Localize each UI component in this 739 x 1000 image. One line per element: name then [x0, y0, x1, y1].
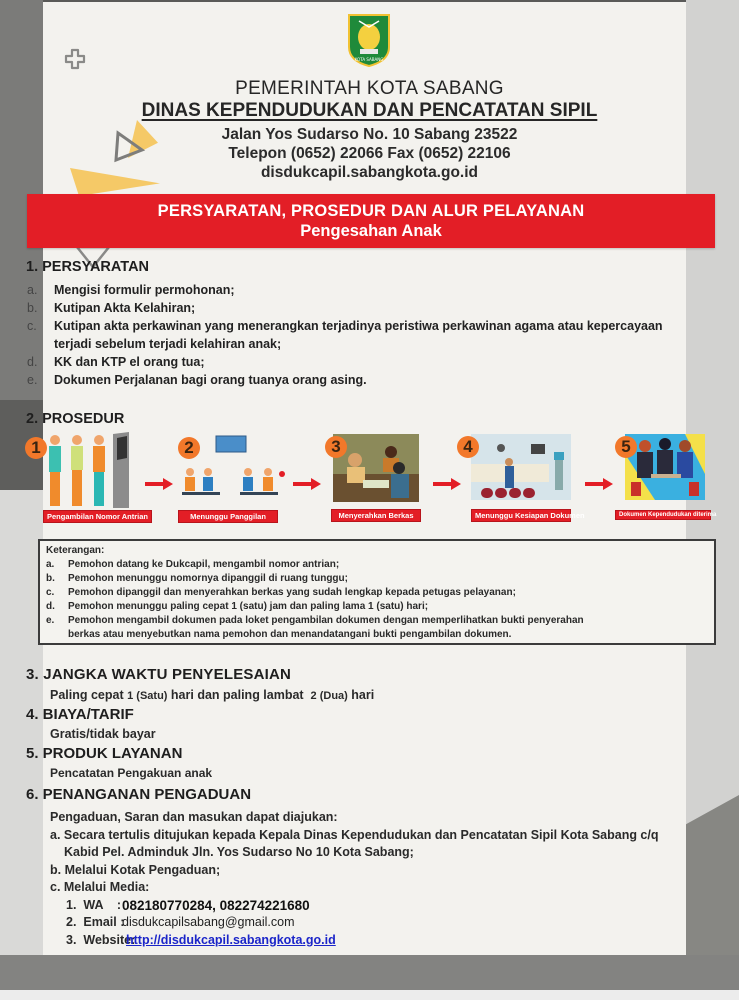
- step-label: Pengambilan Nomor Antrian: [43, 510, 152, 523]
- org-contact: [0, 125, 739, 182]
- plus-decoration-icon: [64, 48, 86, 70]
- step-label: Menunggu Kesiapan Dokumen: [471, 509, 571, 522]
- list-text: Kutipan Akta Kelahiran;: [54, 301, 196, 315]
- arrow-right-icon: [433, 478, 461, 490]
- list-marker: c.: [27, 319, 37, 333]
- step-number-badge: 2: [178, 437, 200, 459]
- media-email: [50, 914, 730, 932]
- step-label: Dokumen Kependudukan diterima: [615, 510, 711, 520]
- list-text: Pemohon datang ke Dukcapil, mengambil nomor antrian;: [68, 559, 340, 570]
- list-text: Kutipan akta perkawinan yang menerangkan terjadinya peristiwa perkawinan agama atau kepercayaan: [54, 319, 663, 333]
- max-duration: 2 (Dua): [310, 690, 348, 702]
- pengaduan-item-c: c. Melalui Media:: [50, 880, 150, 894]
- section-title-pengaduan: 6. PENANGANAN PENGADUAN: [26, 786, 252, 803]
- list-marker: b.: [46, 573, 55, 584]
- step-number-badge: 4: [457, 436, 479, 458]
- step-label: Menunggu Panggilan: [178, 510, 278, 523]
- receive-documents-illustration-icon: [625, 434, 705, 505]
- service-counter-illustration-icon: [471, 434, 571, 505]
- jangka-waktu-text: [50, 688, 374, 702]
- text-fragment: Paling cepat: [50, 688, 128, 702]
- list-text: berkas atau menyebutkan nama pemohon dan menandatangani bukti pengambilan dokumen.: [68, 629, 512, 640]
- list-marker: a.: [27, 283, 38, 297]
- list-item: [27, 317, 727, 335]
- step-number-badge: 5: [615, 436, 637, 458]
- text-fragment: hari: [347, 688, 375, 702]
- pengaduan-intro: Pengaduan, Saran dan masukan dapat diajukan:: [50, 810, 338, 824]
- arrow-right-icon: [585, 478, 613, 490]
- keterangan-title: Keterangan:: [46, 545, 105, 556]
- list-item: [46, 558, 708, 572]
- title-banner: [27, 194, 715, 248]
- list-item-continuation: [46, 628, 708, 642]
- org-name-line2: DINAS KEPENDUDUKAN DAN PENCATATAN SIPIL: [141, 100, 598, 121]
- arrow-right-icon: [145, 478, 173, 490]
- list-item: [27, 299, 727, 317]
- list-marker: d.: [46, 601, 55, 612]
- list-text: terjadi sebelum terjadi kelahiran anak;: [54, 337, 282, 351]
- step-number-badge: 1: [25, 437, 47, 459]
- list-marker: [27, 335, 54, 353]
- list-item-continuation: [27, 335, 727, 353]
- org-phone: Telepon (0652) 22066 Fax (0652) 22106: [228, 145, 511, 162]
- wa-numbers: 082180770284, 082274221680: [122, 897, 310, 913]
- org-address: Jalan Yos Sudarso No. 10 Sabang 23522: [221, 126, 518, 143]
- section-title-jangka-waktu: 3. JANGKA WAKTU PENYELESAIAN: [26, 666, 292, 683]
- email-address: disdukcapilsabang@gmail.com: [122, 915, 295, 929]
- list-item: [27, 281, 727, 299]
- email-label: 2. Email :: [66, 915, 125, 929]
- media-website: [50, 932, 730, 950]
- bottom-margin: [0, 955, 739, 990]
- list-item: [46, 614, 708, 628]
- media-wa: [50, 897, 730, 915]
- section-title-persyaratan: 1. PERSYARATAN: [26, 259, 150, 275]
- biaya-text: Gratis/tidak bayar: [50, 727, 156, 741]
- pengaduan-item-b: b. Melalui Kotak Pengaduan;: [50, 862, 221, 877]
- step-number-badge: 3: [325, 436, 347, 458]
- kota-sabang-crest-icon: [347, 13, 391, 67]
- banner-title: PERSYARATAN, PROSEDUR DAN ALUR PELAYANAN: [157, 202, 585, 220]
- website-link[interactable]: http://disdukcapil.sabangkota.go.id: [126, 932, 336, 947]
- queue-kiosk-illustration-icon: [43, 430, 135, 515]
- keterangan-box: [38, 539, 716, 645]
- list-marker: c.: [46, 587, 55, 598]
- min-duration: 1 (Satu): [127, 690, 168, 702]
- list-item: [46, 586, 708, 600]
- section-title-biaya: 4. BIAYA/TARIF: [26, 706, 134, 723]
- list-marker: e.: [46, 615, 55, 626]
- bottom-edge: [0, 990, 739, 1000]
- persyaratan-list: [27, 281, 727, 389]
- left-decoration-light: [0, 490, 43, 990]
- list-text: Mengisi formulir permohonan;: [54, 283, 235, 297]
- list-marker: a.: [46, 559, 55, 570]
- list-item: [46, 600, 708, 614]
- org-name-line1: PEMERINTAH KOTA SABANG: [235, 78, 504, 99]
- list-item: [27, 371, 727, 389]
- produk-text: Pencatatan Pengakuan anak: [50, 766, 213, 780]
- section-title-produk: 5. PRODUK LAYANAN: [26, 745, 183, 762]
- banner-subtitle: Pengesahan Anak: [300, 222, 442, 240]
- list-text: KK dan KTP el orang tua;: [54, 355, 205, 369]
- svg-text:KOTA SABANG: KOTA SABANG: [354, 57, 384, 62]
- list-item: [46, 572, 708, 586]
- list-text: Pemohon menunggu paling cepat 1 (satu) jam dan paling lama 1 (satu) hari;: [68, 601, 429, 612]
- list-text: Pemohon mengambil dokumen pada loket pengambilan dokumen dengan memperlihatkan bukti penyerahan: [68, 615, 584, 626]
- website-label: 3. Website:: [66, 932, 136, 947]
- procedure-flow: [25, 430, 715, 526]
- list-item: [27, 353, 727, 371]
- step-label: Menyerahkan Berkas: [331, 509, 421, 522]
- arrow-right-icon: [293, 478, 321, 490]
- list-marker: d.: [27, 355, 38, 369]
- section-title-prosedur: 2. PROSEDUR: [26, 411, 125, 427]
- list-text: Dokumen Perjalanan bagi orang tuanya orang asing.: [54, 373, 367, 387]
- wa-label: 1. WA :: [66, 897, 122, 912]
- pengaduan-item-a: a. Secara tertulis ditujukan kepada Kepala Dinas Kependudukan dan Pencatatan Sipil Kota Sabang c/q: [50, 827, 659, 842]
- list-marker: b.: [27, 301, 38, 315]
- text-fragment: hari dan paling lambat: [167, 688, 311, 702]
- pengaduan-item-a-continuation: Kabid Pel. Adminduk Jln. Yos Sudarso No 10 Kota Sabang;: [64, 845, 414, 859]
- list-text: Pemohon dipanggil dan menyerahkan berkas yang sudah lengkap kepada petugas pelayanan;: [68, 587, 516, 598]
- org-website: disdukcapil.sabangkota.go.id: [260, 164, 479, 181]
- list-marker: e.: [27, 373, 38, 387]
- pengaduan-body: [50, 809, 730, 949]
- list-text: Pemohon menunggu nomornya dipanggil di ruang tunggu;: [68, 573, 348, 584]
- list-marker: [46, 628, 68, 642]
